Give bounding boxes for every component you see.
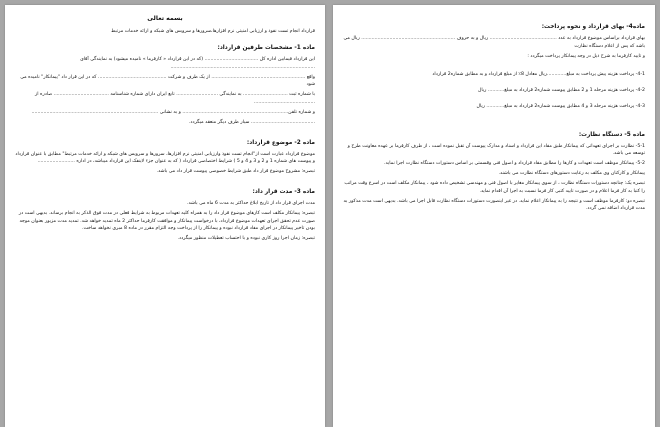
section-2-p2: تبصره: مشروح موضوع قرار داد طبق شرایط خصوصی پیوست قرار داد می باشد. bbox=[156, 169, 315, 175]
section-1-heading: ماده 1- مشخصات طرفین قرارداد: bbox=[217, 44, 315, 51]
document-page-1 bbox=[5, 5, 325, 427]
section-4-heading: ماده4- بهای قرارداد و نحوه پرداخت: bbox=[541, 24, 645, 30]
document-page-2 bbox=[333, 5, 655, 427]
section-4-p1: بهای قرارداد براساس موضوع قرارداد به عدد ............................................. ریال و به حروف ............................................................... ریال می باشد که پس از اعلام دستگاه نظارت bbox=[343, 36, 645, 49]
section-3-p1: مدت اجرای قرار داد از تاریخ ابلاغ حداکثر به مدت 6 ماه می باشد. bbox=[187, 201, 315, 207]
section-5-p3: پیمانکار و کارکنان وی مکلف به رعایت دستورهای دستگاه نظارت می باشند. bbox=[498, 171, 645, 177]
section-3-p3: تبصره: زمان اجرا روز کاری نبوده و با احتساب تعطیلات منظور میگردد. bbox=[177, 236, 315, 242]
section-5-p1: 5-1- نظارت بر اجرای تعهداتی که پیمانکار طبق مفاد این قرارداد و اسناد و مدارک پیوست آن تقبل نموده است ، از طرف کارفرما بر عهده معاونت طرح و توسعه می باشد. bbox=[347, 143, 645, 157]
document-title: بسمه تعالی bbox=[147, 15, 183, 22]
section-4-p2: و تایید کارفرما به شرح ذیل در وجه پیمانکار پرداخت میگردد : bbox=[527, 53, 645, 59]
section-1-p2: واقع ............................................................... از یک طرف و شرکت .............................................. که در این قرار داد "پیمانکار" نامیده می شود bbox=[20, 74, 315, 88]
section-5-p2: 5-2- پیمانکار موظف است تعهدات و کارها را مطابق مفاد قرارداد و اصول فنی وقسمتی بر اساس دستورات دستگاه نظارت اجرا نماید. bbox=[384, 161, 645, 167]
section-1-p5: ........................................... سیار طرف دیگر منعقد میگردد. bbox=[188, 119, 315, 125]
section-5-note-1: تبصره یک: چنانچه دستورات دستگاه نظارت ، از سوی پیمانکار مغایر با اصول فنی و مهندسی تشخیص داده شود ، پیمانکار مکلف است در اسرع وقت مراتب را کتبا به کار فرما اعلام و در صورت تایید کتبی کار فرما نسبت به اجرا آن اقدام نماید. bbox=[344, 181, 645, 194]
payment-item-2: 4-2- پرداخت هزینه مرحله 1 و 2 مطابق پیوست شماره2 قرارداد به مبلغ........... ریال bbox=[477, 87, 645, 93]
section-3-heading: ماده 3- مدت قرار داد: bbox=[252, 189, 315, 196]
section-2-heading: ماده 2- موضوع قرارداد: bbox=[246, 139, 315, 146]
section-5-note-2: تبصره دو: کارفرما موظف است و نتیجه را به پیمانکار اعلام نماید. در غیر اینصورت دستورات دستگاه نظارت قابل اجرا می باشد. بدیهی است مدت مذکور به مدت قرارداد اضافه نمی گردد. bbox=[343, 198, 645, 212]
contract-intro: قرارداد انجام تست نفوذ و ارزیابی امنیتی نرم افزارها،سرورها و سرویس های شبکه و ارائه خدمات مرتبط bbox=[110, 29, 315, 34]
section-5-heading: ماده 5- دستگاه نظارت: bbox=[578, 131, 645, 138]
section-2-p1: موضوع قرارداد عبارت است از"انجام تست نفوذ وارزیابی امنیتی نرم افزارها، سرورها و سرویس های شبکه و ارائه خدمات مرتبط" مطابق با عنوان قرارداد و پیوست های شماره 1 و 2 و 3 و 4 و 5 ) شرایط اختصاصی قرارداد ( که به عنوان جزء لاینفک این قرارداد میباشد، در اداره ......................... bbox=[15, 151, 315, 165]
page-1-content bbox=[15, 15, 315, 245]
payment-item-1: 4-1- پرداخت هزینه پیش پرداخت به مبلغ.............ریال معادل 8٪ از مبلغ قرارداد و به مطابق شماره2 قرارداد bbox=[432, 71, 645, 77]
section-3-p2: تبصره: پیمانکار مکلف است کارهای موضوع قرار داد را به همراه کلیه تعهدات مربوط به شرایط فعلی در مدت فوق الذکر به انجام برساند. بدیهی است در صورت عدم تحقق اجرای تعهدات موضوع قرارداد، با درخواست پیمانکار و موافقت کارفرما حداکثر 2 ماه تمدید خواهد شد. تمدید مدت مزبور بعنوان موجه بودن تاخیر پیمانکار در اجرای مفاد قرارداد نبوده و پیمانکار را از پرداخت وجه التزام مقرر در ماده 8 مبری نخواهد ساخت. bbox=[18, 211, 315, 232]
section-1-p1: این قرارداد فیمابین اداره کل .................................... (که در این قرارداد « کارفرما » نامیده میشود) به نمایندگی آقای ................................................................................................. bbox=[80, 56, 315, 70]
section-1-p4: و شماره تلفن....................................................................... و به نشانی ..................................................................................... bbox=[31, 109, 315, 115]
page-2-content bbox=[343, 23, 645, 215]
section-1-p3: با شماره ثبت .............................. به نمایندگی ............................ تابع ایران دارای شماره شناسنامه ..................................... صادره از ......................................... bbox=[34, 92, 315, 105]
payment-item-3: 4-3- پرداخت هزینه مرحله 3 و 4 مطابق پیوست شماره2 قرارداد به مبلغ............ ریال bbox=[476, 103, 645, 109]
